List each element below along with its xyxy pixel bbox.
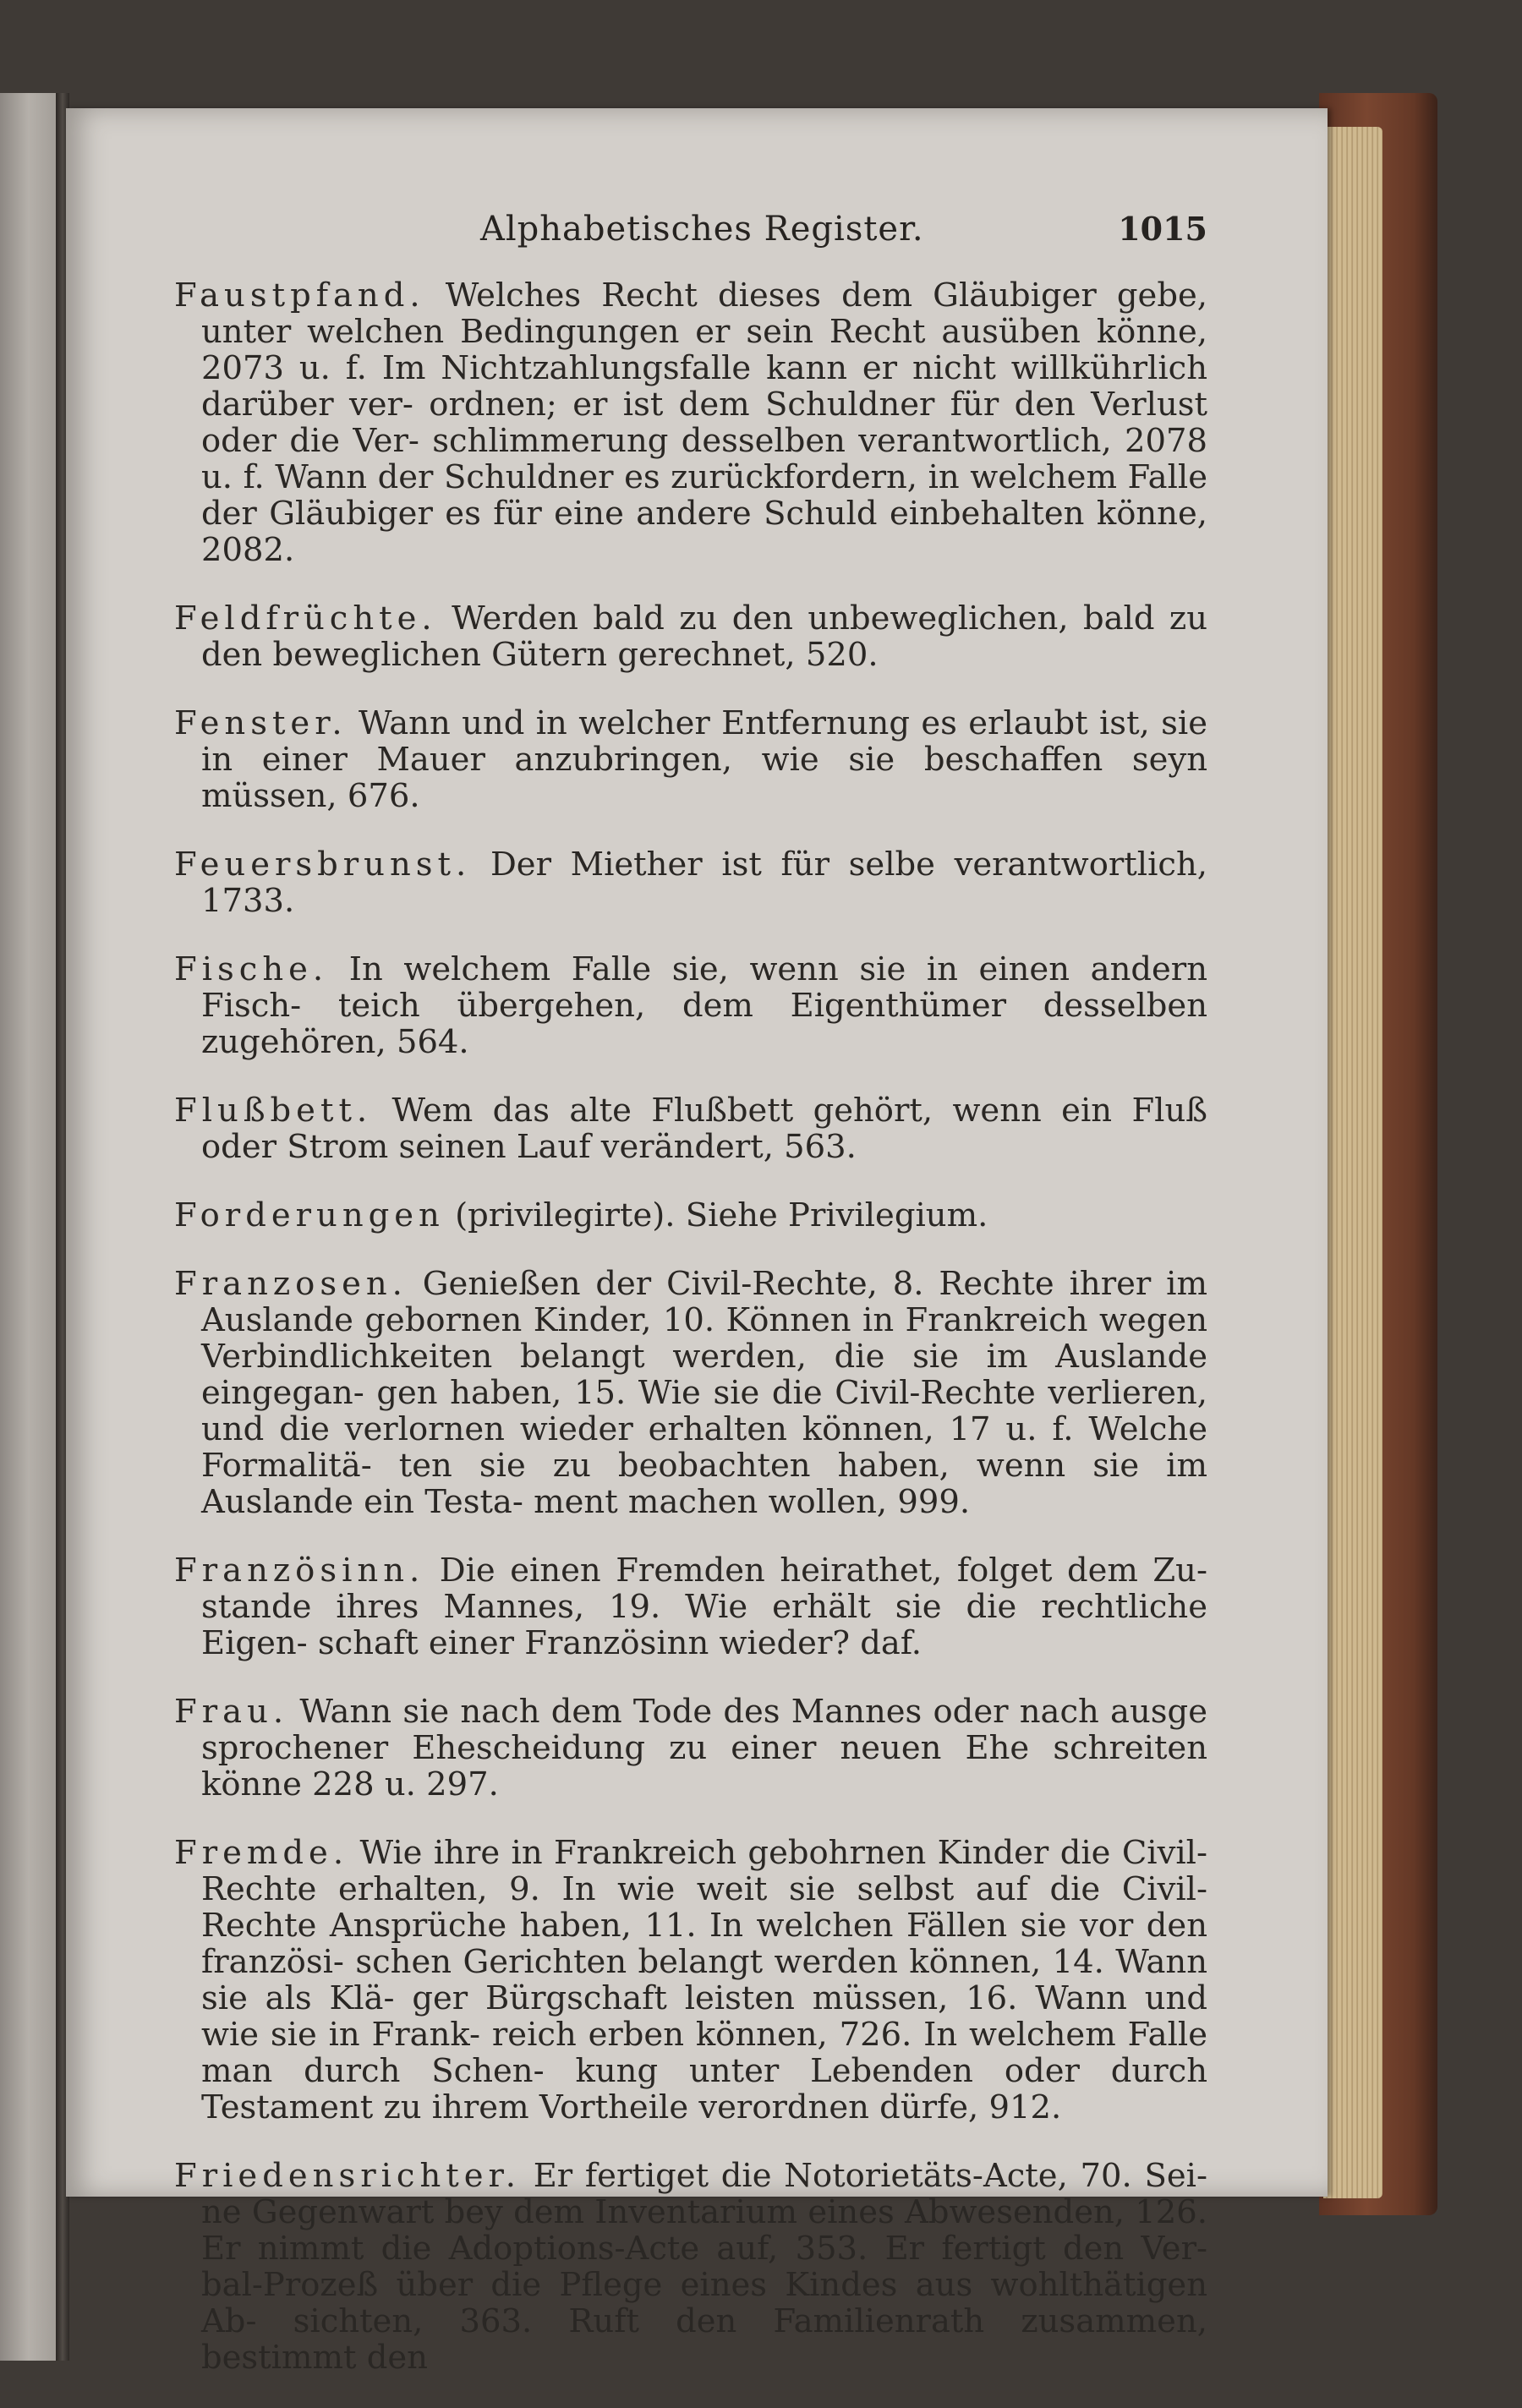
entry-text-line: ment machen wollen, 999. [534, 1483, 971, 1521]
entry-text-line: beweglichen Gütern gerechnet, 520. [272, 636, 879, 674]
entry-text-line: sichten, 363. Ruft den Familienrath zusammen, bestimmt den [201, 2302, 1207, 2377]
entry-text-line: Wann sie nach dem Tode des Mannes oder nach ausge [299, 1693, 1207, 1731]
entry-headword: Faustpfand. [174, 276, 425, 315]
entry-text-line: ten sie zu beobachten haben, wenn sie im Auslande ein Testa- [201, 1447, 1207, 1521]
page-number: 1015 [1118, 210, 1207, 248]
entry-headword: Französinn. [174, 1552, 425, 1590]
register-entry [174, 1552, 1207, 1661]
entry-text-line: Genießen der Civil-Rechte, 8. Rechte ihrer im [422, 1265, 1207, 1303]
entry-headword: Franzosen. [174, 1265, 408, 1303]
entry-text-line: Rechte erhalten, 9. In wie weit sie selbst auf die Civil-Rechte [201, 1870, 1207, 1945]
entry-text-line: Wann und in welcher Entfernung es erlaubt ist, sie [359, 704, 1207, 742]
register-entry [174, 951, 1207, 1060]
entry-text-line: Ansprüche haben, 11. In welchen Fällen sie vor den französi- [201, 1907, 1207, 1981]
entry-text-line: kung unter Lebenden oder durch Testament zu ihrem Vortheile [201, 2052, 1207, 2126]
register-entry [174, 705, 1207, 814]
register-entry [174, 846, 1207, 919]
entry-text-line: schaft einer Französinn wieder? daf. [317, 1624, 922, 1662]
entry-text-line: bal-Prozeß über die Pflege eines Kindes aus wohlthätigen Ab- [201, 2266, 1207, 2340]
entry-text-line: ne Gegenwart bey dem Inventarium eines Abwesenden, 126. [201, 2193, 1207, 2231]
register-entries [174, 277, 1207, 2408]
register-entry [174, 1266, 1207, 1520]
entry-text-line: Schuldner es zurückfordern, in welchem Falle der Gläubiger es [201, 458, 1208, 533]
register-entry [174, 1694, 1207, 1803]
register-entry [174, 1197, 1207, 1234]
entry-text-line: (privilegirte). Siehe Privilegium. [455, 1196, 988, 1234]
entry-text-line: ger Bürgschaft leisten müssen, 16. Wann und wie sie in Frank- [201, 1979, 1207, 2054]
entry-text-line: 228 u. 297. [312, 1765, 499, 1803]
entry-text-line: schen Gerichten belangt werden können, 14. Wann sie als Klä- [201, 1943, 1207, 2017]
book-page [66, 108, 1328, 2377]
entry-text-line: Die einen Fremden heirathet, folget dem Zu- [439, 1552, 1207, 1590]
entry-text-line: verordnen dürfe, 912. [698, 2088, 1062, 2126]
entry-text-line: sprochener Ehescheidung zu einer neuen Ehe schreiten könne [201, 1729, 1207, 1803]
entry-text-line: Werden bald zu den unbeweglichen, bald zu den [201, 599, 1207, 674]
entry-text-line: teich übergehen, dem Eigenthümer desselben zugehören, 564. [201, 987, 1207, 1061]
entry-text-line: Der Miether ist für selbe verantwortlich, 1733. [201, 846, 1207, 920]
entry-text-line: Wem das alte Flußbett gehört, wenn ein Fluß oder [201, 1092, 1207, 1166]
page-block-edges [1323, 127, 1382, 2198]
entry-text-line: für eine andere Schuld einbehalten könne, 2082. [201, 495, 1207, 569]
entry-text-line: In welchem Falle sie, wenn sie in einen andern Fisch- [201, 950, 1207, 1025]
facing-page-edge [0, 93, 63, 2361]
entry-text-line: verlornen wieder erhalten können, 17 u. f. Welche Formalitä- [201, 1410, 1208, 1485]
entry-headword: Fenster. [174, 704, 348, 742]
entry-text-line: in einer Mauer anzubringen, wie sie beschaffen seyn müssen, 676. [201, 741, 1207, 815]
entry-text-line: Auslande gebornen Kinder, 10. Können in Frankreich wegen [201, 1301, 1207, 1339]
entry-headword: Forderungen [174, 1196, 445, 1234]
entry-text-line: Er nimmt die Adoptions-Acte auf, 353. Er fertigt den Ver- [201, 2230, 1207, 2268]
entry-text-line: Er fertiget die Notorietäts-Acte, 70. Sei- [533, 2157, 1207, 2195]
entry-headword: Frau. [174, 1693, 289, 1731]
running-head [66, 210, 1328, 269]
entry-headword: Friedensrichter. [174, 2157, 521, 2195]
register-entry [174, 600, 1207, 673]
entry-text-line: Im Nichtzahlungsfalle kann er nicht willkührlich darüber ver- [201, 349, 1207, 424]
running-head-title: Alphabetisches Register. [480, 210, 924, 249]
register-entry [174, 277, 1207, 568]
entry-text-line: Wie ihre in Frankreich gebohrnen Kinder die Civil- [359, 1834, 1207, 1872]
entry-text-line: schlimmerung desselben verantwortlich, 2078 u. f. Wann der [201, 422, 1207, 496]
entry-headword: Fremde. [174, 1834, 349, 1872]
register-entry [174, 1835, 1207, 2126]
entry-text-line: reich erben können, 726. In welchem Falle man durch Schen- [201, 2016, 1207, 2090]
register-entry [174, 2158, 1207, 2376]
entry-text-line: gen haben, 15. Wie sie die Civil-Rechte verlieren, und die [201, 1374, 1207, 1448]
entry-text-line: Strom seinen Lauf verändert, 563. [287, 1128, 857, 1166]
entry-text-line: ordnen; er ist dem Schuldner für den Verlust oder die Ver- [201, 386, 1207, 460]
entry-headword: Feldfrüchte. [174, 599, 437, 638]
entry-text-line: welchen Bedingungen er sein Recht ausüben könne, 2073 u. f. [201, 313, 1207, 387]
entry-headword: Feuersbrunst. [174, 846, 472, 884]
entry-headword: Fische. [174, 950, 329, 988]
entry-text-line: Verbindlichkeiten belangt werden, die sie im Auslande eingegan- [201, 1338, 1207, 1412]
register-entry [174, 1092, 1207, 1165]
entry-text-line: stande ihres Mannes, 19. Wie erhält sie die rechtliche Eigen- [201, 1588, 1207, 1662]
entry-text-line: Welches Recht dieses dem Gläubiger gebe, unter [201, 276, 1208, 351]
entry-headword: Flußbett. [174, 1092, 373, 1130]
